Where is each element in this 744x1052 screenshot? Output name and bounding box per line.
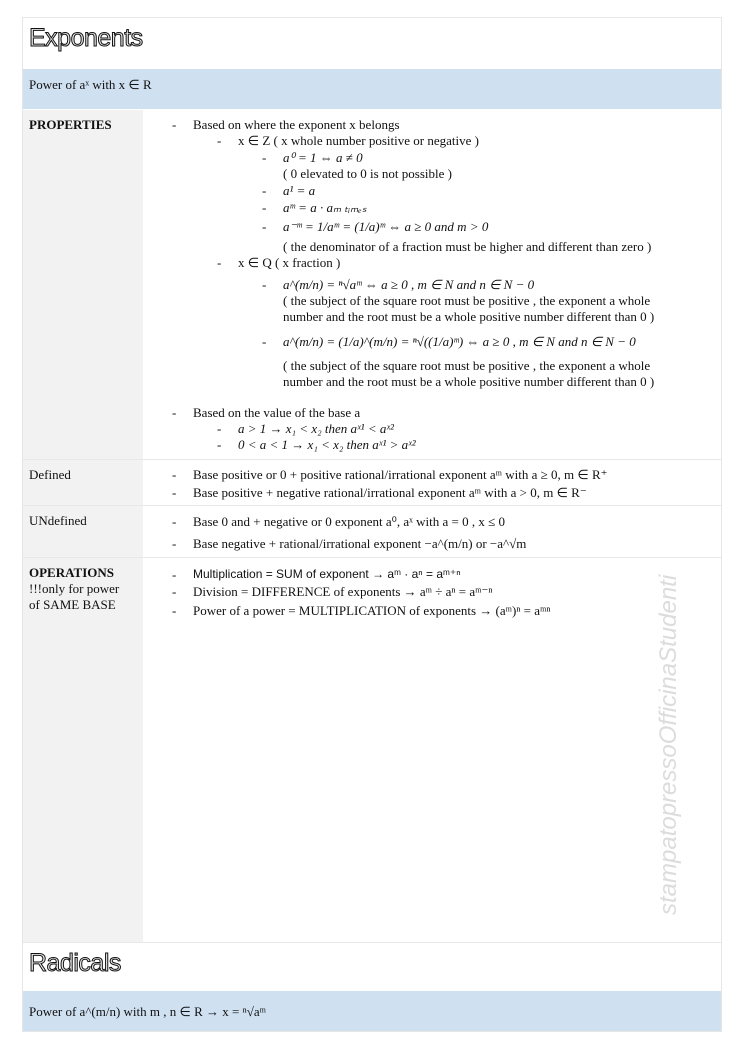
operations-note: !!!only for power bbox=[29, 581, 120, 596]
list-item: Based on where the exponent x belongs bbox=[193, 117, 400, 132]
divider bbox=[23, 459, 721, 460]
bullet-dash: - bbox=[172, 536, 177, 551]
list-item: Base positive + negative rational/irrational exponent aᵐ with a > 0, m ∈ R⁻ bbox=[193, 485, 587, 500]
formula: a¹ = a bbox=[283, 183, 316, 198]
exponents-subtitle: Power of aˣ with x ∈ R bbox=[29, 77, 152, 92]
bullet-dash: - bbox=[262, 200, 267, 215]
radicals-subtitle-band bbox=[23, 991, 721, 1031]
radicals-subtitle: Power of a^(m/n) with m , n ∈ R → x = ⁿ√aᵐ bbox=[29, 1004, 266, 1019]
formula: aᵐ = a · aₘ ₜᵢₘₑₛ bbox=[283, 200, 367, 215]
operations-label: OPERATIONS bbox=[29, 565, 114, 580]
list-item: Multiplication = SUM of exponent → aᵐ · aⁿ = aᵐ⁺ⁿ bbox=[193, 567, 461, 581]
list-item: Based on the value of the base a bbox=[193, 405, 361, 420]
bullet-dash: - bbox=[172, 584, 177, 599]
watermark: stampatopressoOfficinaStudenti bbox=[655, 574, 682, 915]
bullet-dash: - bbox=[217, 255, 222, 270]
list-item: Base positive or 0 + positive rational/irrational exponent aᵐ with a ≥ 0, m ∈ R⁺ bbox=[193, 467, 608, 482]
list-item: x ∈ Z ( x whole number positive or negative ) bbox=[238, 133, 479, 148]
formula: a^(m/n) = (1/a)^(m/n) = ⁿ√((1/a)ᵐ) ⇔ a ≥ 0 , m ∈ N and n ∈ N − 0 bbox=[283, 334, 636, 349]
note: ( 0 elevated to 0 is not possible ) bbox=[283, 166, 452, 181]
note: ( the denominator of a fraction must be higher and different than zero ) bbox=[283, 239, 652, 254]
defined-label: Defined bbox=[29, 467, 71, 482]
formula: a > 1 → x₁ < x₂ then aˣ¹ < aˣ² bbox=[238, 421, 394, 436]
bullet-dash: - bbox=[262, 219, 267, 234]
properties-label: PROPERTIES bbox=[29, 117, 112, 132]
bullet-dash: - bbox=[172, 467, 177, 482]
list-item: x ∈ Q ( x fraction ) bbox=[238, 255, 341, 270]
bullet-dash: - bbox=[172, 405, 177, 420]
formula: a⁰ = 1 ⇔ a ≠ 0 bbox=[283, 150, 363, 165]
list-item: Division = DIFFERENCE of exponents → aᵐ ÷ aⁿ = aᵐ⁻ⁿ bbox=[193, 584, 493, 599]
bullet-dash: - bbox=[217, 421, 222, 436]
formula: a⁻ᵐ = 1/aᵐ = (1/a)ᵐ ⇔ a ≥ 0 and m > 0 bbox=[283, 219, 489, 234]
note: ( the subject of the square root must be positive , the exponent a whole bbox=[283, 358, 651, 373]
list-item: Base negative + rational/irrational exponent −a^(m/n) or −a^√m bbox=[193, 536, 527, 551]
exponents-title: Exponents bbox=[29, 24, 143, 52]
undefined-label: UNdefined bbox=[29, 513, 87, 528]
bullet-dash: - bbox=[172, 117, 177, 132]
formula: 0 < a < 1 → x₁ < x₂ then aˣ¹ > aˣ² bbox=[238, 437, 416, 452]
note: number and the root must be a whole positive number different than 0 ) bbox=[283, 309, 655, 324]
bullet-dash: - bbox=[262, 183, 267, 198]
bullet-dash: - bbox=[217, 133, 222, 148]
divider bbox=[23, 942, 721, 943]
bullet-dash: - bbox=[217, 437, 222, 452]
exponents-subtitle-band bbox=[23, 69, 721, 109]
bullet-dash: - bbox=[172, 485, 177, 500]
list-item: Power of a power = MULTIPLICATION of exponents → (aᵐ)ⁿ = aᵐⁿ bbox=[193, 603, 551, 618]
note: ( the subject of the square root must be positive , the exponent a whole bbox=[283, 293, 651, 308]
bullet-dash: - bbox=[172, 567, 177, 582]
radicals-title: Radicals bbox=[29, 949, 121, 977]
divider bbox=[23, 557, 721, 558]
note: number and the root must be a whole positive number different than 0 ) bbox=[283, 374, 655, 389]
bullet-dash: - bbox=[172, 603, 177, 618]
operations-note: of SAME BASE bbox=[29, 597, 116, 612]
bullet-dash: - bbox=[262, 150, 267, 165]
bullet-dash: - bbox=[172, 514, 177, 529]
bullet-dash: - bbox=[262, 334, 267, 349]
divider bbox=[23, 505, 721, 506]
list-item: Base 0 and + negative or 0 exponent a⁰, aˣ with a = 0 , x ≤ 0 bbox=[193, 514, 505, 529]
bullet-dash: - bbox=[262, 277, 267, 292]
formula: a^(m/n) = ⁿ√aᵐ ⇔ a ≥ 0 , m ∈ N and n ∈ N − 0 bbox=[283, 277, 535, 292]
